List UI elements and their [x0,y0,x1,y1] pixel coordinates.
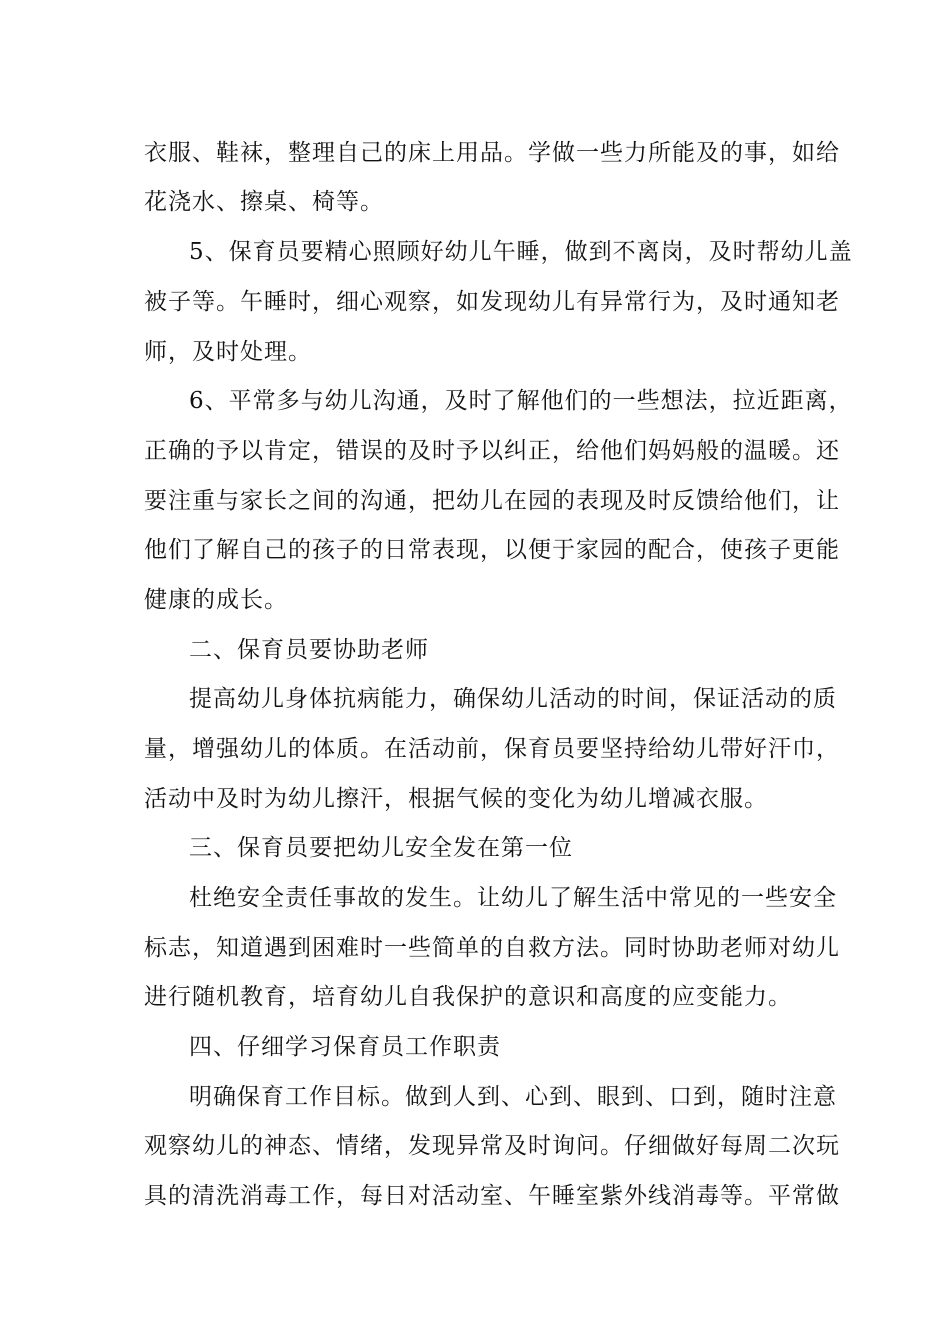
text-line: 师，及时处理。 [144,339,312,365]
text-line: 他们了解自己的孩子的日常表现，以便于家园的配合，使孩子更能 [144,537,840,563]
text-line: 衣服、鞋袜，整理自己的床上用品。学做一些力所能及的事，如给 [144,140,840,166]
text-line: 进行随机教育，培育幼儿自我保护的意识和高度的应变能力。 [144,984,792,1010]
text-line: 5、保育员要精心照顾好幼儿午睡，做到不离岗，及时帮幼儿盖 [189,239,853,265]
text-line: 花浇水、擦桌、椅等。 [144,189,384,215]
section-heading: 二、保育员要协助老师 [189,637,429,663]
text-line: 具的清洗消毒工作，每日对活动室、午睡室紫外线消毒等。平常做 [144,1183,840,1209]
section-heading: 三、保育员要把幼儿安全发在第一位 [189,835,573,861]
text-line: 标志，知道遇到困难时一些简单的自救方法。同时协助老师对幼儿 [144,935,840,961]
text-line: 明确保育工作目标。做到人到、心到、眼到、口到，随时注意 [189,1084,837,1110]
text-line: 健康的成长。 [144,587,288,613]
text-line: 6、平常多与幼儿沟通，及时了解他们的一些想法，拉近距离， [189,388,853,414]
section-heading: 四、仔细学习保育员工作职责 [189,1034,501,1060]
text-line: 杜绝安全责任事故的发生。让幼儿了解生活中常见的一些安全 [189,885,837,911]
text-line: 要注重与家长之间的沟通，把幼儿在园的表现及时反馈给他们，让 [144,488,840,514]
text-line: 正确的予以肯定，错误的及时予以纠正，给他们妈妈般的温暖。还 [144,438,840,464]
text-line: 被子等。午睡时，细心观察，如发现幼儿有异常行为，及时通知老 [144,289,840,315]
text-line: 量，增强幼儿的体质。在活动前，保育员要坚持给幼儿带好汗巾， [144,736,840,762]
text-line: 活动中及时为幼儿擦汗，根据气候的变化为幼儿增减衣服。 [144,786,768,812]
text-line: 观察幼儿的神态、情绪，发现异常及时询问。仔细做好每周二次玩 [144,1133,840,1159]
text-line: 提高幼儿身体抗病能力，确保幼儿活动的时间，保证活动的质 [189,686,837,712]
